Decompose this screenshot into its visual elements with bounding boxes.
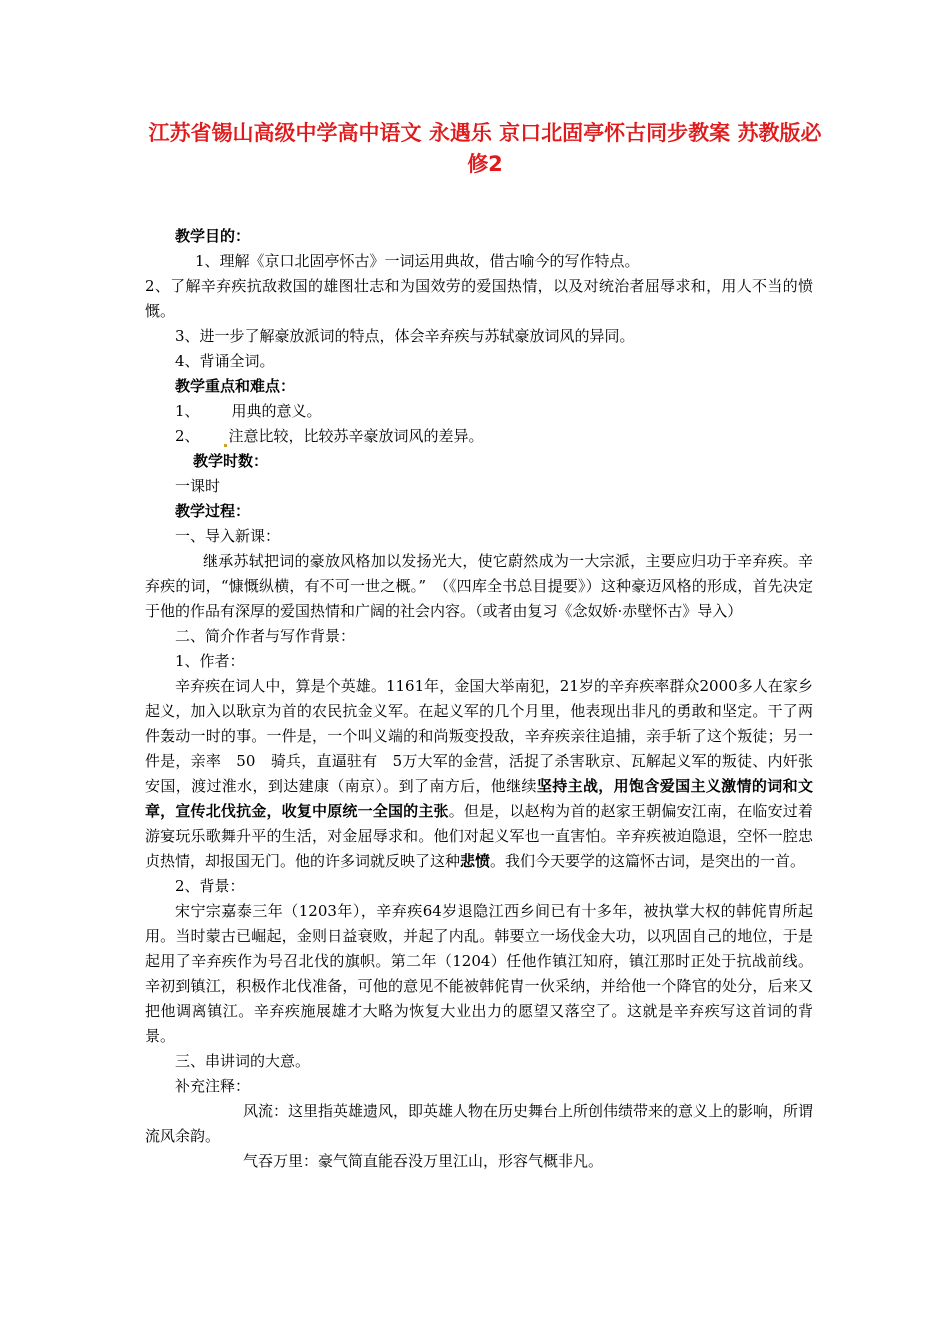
document-body (145, 224, 813, 1174)
hours-value: 一课时 (175, 477, 221, 495)
goal-item-3: 3、进一步了解豪放派词的特点，体会辛弃疾与苏轼豪放词风的异同。 (175, 327, 635, 345)
note-2: 气吞万里：豪气简直能吞没万里江山，形容气概非凡。 (243, 1152, 604, 1170)
author-text-c: 。我们今天要学的这篇怀古词，是突出的一首。 (490, 852, 806, 870)
goal-item-1: 1、理解《京口北固亭怀古》一词运用典故，借古喻今的写作特点。 (195, 252, 640, 270)
stray-mark (224, 444, 227, 447)
section-3-heading: 三、串讲词的大意。 (175, 1052, 311, 1070)
keypoint-2-text: 注意比较，比较苏辛豪放词风的差异。 (228, 427, 484, 445)
document-title: 江苏省锡山高级中学高中语文 永遇乐 京口北固亭怀古同步教案 苏教版必修2 (148, 121, 822, 176)
section-2-heading: 二、简介作者与写作背景： (175, 627, 356, 645)
section-1-heading: 一、导入新课： (175, 527, 281, 545)
keypoint-item-1 (145, 399, 813, 424)
keypoint-2-number: 2、 (175, 427, 200, 445)
keypoints-heading: 教学重点和难点： (175, 377, 296, 395)
keypoint-1-number: 1、 (175, 402, 200, 420)
background-text: 宋宁宗嘉泰三年（1203年），辛弃疾64岁退隐江西乡间已有十多年，被执掌大权的韩侂胄所起用。当时蒙古已崛起，金则日益衰败，并起了内乱。韩要立一场伐金大功，以巩固自己的地位，于是起用了辛弃疾作为号召北伐的旗帜。第二年（1204）任他作镇江知府，镇江那时正处于抗战前线。辛初到镇江，积极作北伐准备，可他的意见不能被韩侂胄一伙采纳，并给他一个降官的处分，后来又把他调离镇江。辛弃疾施展雄才大略为恢复大业出力的愿望又落空了。这就是辛弃疾写这首词的背景。 (145, 902, 813, 1045)
author-text-a: 辛弃疾在词人中，算是个英雄。1161年，金国大举南犯，21岁的辛弃疾率群众2000多人在家乡起义，加入以耿京为首的农民抗金义军。在起义军的几个月里，他表现出非凡的勇敢和坚定。干了两件轰动一时的事。一件是，一个叫义端的和尚叛变投敌，辛弃疾亲往追捕，亲手斩了这个叛徒；另一件是，亲率 50 骑兵，直逼驻有 5万大军的金营，活捉了杀害耿京、瓦解起义军的叛徒、内奸张安国，渡过淮水，到达建康（南京）。到了南方后，他继续 (145, 677, 813, 795)
section-1-text: 继承苏轼把词的豪放风格加以发扬光大，使它蔚然成为一大宗派，主要应归功于辛弃疾。辛弃疾的词，“慷慨纵横，有不可一世之概。” （《四库全书总目提要》）这种豪迈风格的形成，首先决定于他的作品有深厚的爱国热情和广阔的社会内容。（或者由复习《念奴娇·赤壁怀古》导入） (145, 552, 813, 620)
note-1: 风流：这里指英雄遗风，即英雄人物在历史舞台上所创伟绩带来的意义上的影响，所谓流风余韵。 (145, 1102, 814, 1145)
keypoint-item-2 (145, 424, 813, 449)
background-heading: 2、背景： (175, 877, 245, 895)
author-paragraph (145, 674, 813, 874)
author-bold-2: 悲愤 (460, 852, 491, 870)
goals-heading: 教学目的： (175, 227, 251, 245)
author-bold-1: 坚持主战，用饱含爱国主义激情的词和文章，宣传北伐抗金，收复中原统一全国的主张 (145, 777, 813, 820)
notes-heading: 补充注释： (175, 1077, 251, 1095)
author-text-b: 。但是，以赵构为首的赵家王朝偏安江南，在临安过着游宴玩乐歌舞升平的生活，对金屈辱求和。他们对起义军也一直害怕。辛弃疾被迫隐退，空怀一腔忠贞热情，却报国无门。他的许多词就反映了这种 (145, 802, 813, 870)
keypoint-1-text: 用典的意义。 (231, 402, 322, 420)
goal-item-2: 2、了解辛弃疾抗敌救国的雄图壮志和为国效劳的爱国热情，以及对统治者屈辱求和，用人不当的愤慨。 (145, 277, 813, 320)
goal-item-4: 4、背诵全词。 (175, 352, 275, 370)
process-heading: 教学过程： (175, 502, 251, 520)
hours-heading: 教学时数： (193, 452, 269, 470)
author-heading: 1、作者： (175, 652, 245, 670)
